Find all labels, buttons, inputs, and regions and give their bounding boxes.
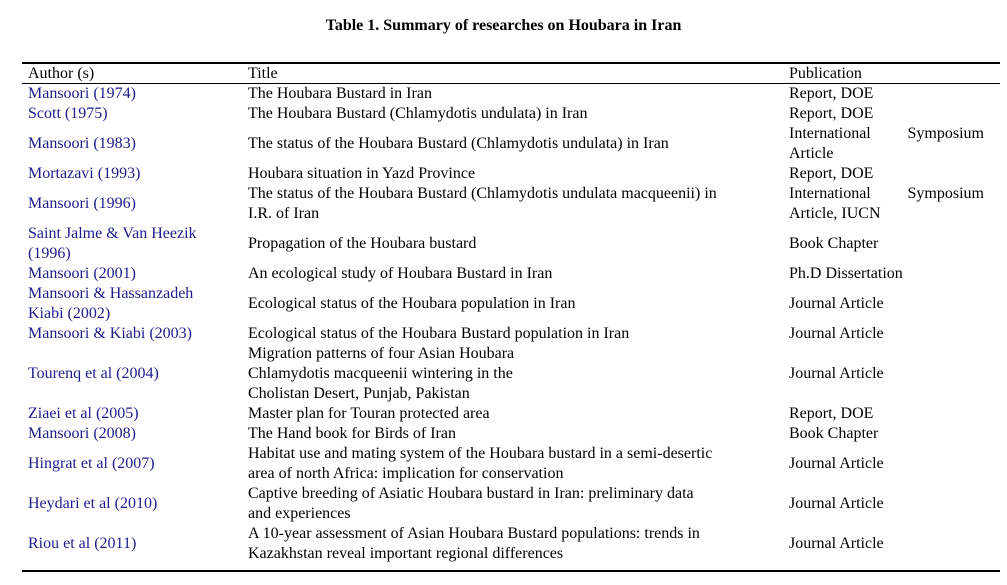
title-cell: Master plan for Touran protected area xyxy=(248,405,490,422)
author-line: Mansoori & Hassanzadeh xyxy=(28,285,194,302)
title-cell xyxy=(246,444,787,484)
title-cell: An ecological study of Houbara Bustard in Iran xyxy=(248,265,553,282)
publication-line: Symposium xyxy=(907,125,984,142)
title-cell xyxy=(246,344,787,404)
title-line: Cholistan Desert, Punjab, Pakistan xyxy=(248,385,470,402)
table-row xyxy=(22,524,1000,564)
publication-line: Symposium xyxy=(907,185,984,202)
publication-cell: Report, DOE xyxy=(789,105,874,122)
publication-cell: Report, DOE xyxy=(789,165,874,182)
title-line: Habitat use and mating system of the Houbara bustard in a semi-desertic xyxy=(248,445,713,462)
table-row xyxy=(22,264,1000,284)
title-cell: The status of the Houbara Bustard (Chlamydotis undulata) in Iran xyxy=(248,135,669,152)
publication-cell xyxy=(787,184,1000,224)
title-cell: The Houbara Bustard (Chlamydotis undulata) in Iran xyxy=(248,105,588,122)
publication-cell: Book Chapter xyxy=(789,425,879,442)
publication-cell: Report, DOE xyxy=(789,85,874,102)
title-line: Kazakhstan reveal important regional differences xyxy=(248,545,564,562)
title-line: I.R. of Iran xyxy=(248,205,320,222)
column-header-author: Author (s) xyxy=(28,65,95,82)
table-row xyxy=(22,324,1000,344)
author-cell: Mansoori (2008) xyxy=(28,425,136,442)
publication-line: Article xyxy=(789,145,834,162)
publication-cell: Journal Article xyxy=(789,535,884,552)
author-cell: Scott (1975) xyxy=(28,105,108,122)
publication-cell xyxy=(787,124,1000,164)
publication-cell: Report, DOE xyxy=(789,405,874,422)
table-row xyxy=(22,484,1000,524)
table-row xyxy=(22,124,1000,164)
table-caption: Table 1. Summary of researches on Houbara in Iran xyxy=(325,17,682,34)
author-cell: Mansoori & Kiabi (2003) xyxy=(28,325,192,342)
author-cell: Mansoori (1996) xyxy=(28,195,136,212)
title-cell xyxy=(246,484,787,524)
table-row xyxy=(22,164,1000,184)
title-line: A 10-year assessment of Asian Houbara Bustard populations: trends in xyxy=(248,525,700,542)
title-line: Captive breeding of Asiatic Houbara bustard in Iran: preliminary data xyxy=(248,485,694,502)
title-cell: Propagation of the Houbara bustard xyxy=(248,235,477,252)
publication-cell: Journal Article xyxy=(789,325,884,342)
title-cell: The Hand book for Birds of Iran xyxy=(248,425,456,442)
table-row xyxy=(22,84,1000,104)
title-cell xyxy=(246,524,787,564)
table-row xyxy=(22,424,1000,444)
title-line: area of north Africa: implication for conservation xyxy=(248,465,564,482)
table-row xyxy=(22,444,1000,484)
author-cell: Mansoori (1983) xyxy=(28,135,136,152)
publication-cell: Journal Article xyxy=(789,295,884,312)
column-header-title: Title xyxy=(248,65,278,82)
author-line: (1996) xyxy=(28,245,71,262)
author-cell xyxy=(22,284,246,324)
title-cell: Houbara situation in Yazd Province xyxy=(248,165,476,182)
table-row xyxy=(22,404,1000,424)
research-table xyxy=(22,64,1000,564)
table-row xyxy=(22,184,1000,224)
table-bottom-rule xyxy=(22,570,1000,572)
table-row xyxy=(22,284,1000,324)
column-header-publication: Publication xyxy=(789,65,862,82)
author-cell: Mansoori (1974) xyxy=(28,85,136,102)
author-cell: Heydari et al (2010) xyxy=(28,495,158,512)
publication-cell: Journal Article xyxy=(789,495,884,512)
author-cell: Mansoori (2001) xyxy=(28,265,136,282)
publication-cell: Journal Article xyxy=(789,365,884,382)
author-cell: Mortazavi (1993) xyxy=(28,165,141,182)
table-row xyxy=(22,224,1000,264)
publication-cell: Ph.D Dissertation xyxy=(789,265,903,282)
table-row xyxy=(22,344,1000,404)
title-cell: Ecological status of the Houbara population in Iran xyxy=(248,295,576,312)
title-cell: Ecological status of the Houbara Bustard population in Iran xyxy=(248,325,630,342)
title-cell: The Houbara Bustard in Iran xyxy=(248,85,432,102)
author-cell: Ziaei et al (2005) xyxy=(28,405,139,422)
title-cell xyxy=(246,184,787,224)
table-row xyxy=(22,104,1000,124)
author-line: Saint Jalme & Van Heezik xyxy=(28,225,197,242)
title-line: Migration patterns of four Asian Houbara xyxy=(248,345,515,362)
author-cell xyxy=(22,224,246,264)
author-cell: Tourenq et al (2004) xyxy=(28,365,159,382)
title-line: and experiences xyxy=(248,505,351,522)
publication-cell: Journal Article xyxy=(789,455,884,472)
title-line: The status of the Houbara Bustard (Chlamydotis undulata macqueenii) in xyxy=(248,185,717,202)
title-line: Chlamydotis macqueenii wintering in the xyxy=(248,365,513,382)
author-cell: Riou et al (2011) xyxy=(28,535,137,552)
publication-line: International xyxy=(789,185,871,202)
publication-cell: Book Chapter xyxy=(789,235,879,252)
publication-line: International xyxy=(789,125,871,142)
publication-line: Article, IUCN xyxy=(789,205,881,222)
table-header-row xyxy=(22,64,1000,84)
author-line: Kiabi (2002) xyxy=(28,305,111,322)
author-cell: Hingrat et al (2007) xyxy=(28,455,155,472)
